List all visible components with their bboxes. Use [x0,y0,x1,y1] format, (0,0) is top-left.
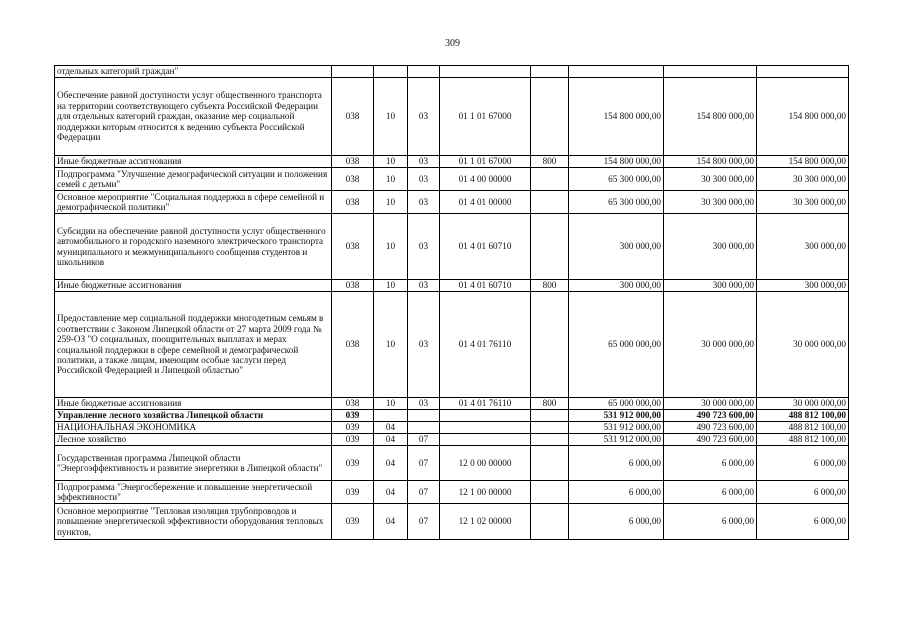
cell-sub: 07 [408,481,440,504]
cell-sub: 07 [408,504,440,540]
cell-y3: 488 812 100,00 [757,410,849,422]
cell-name: Субсидии на обеспечение равной доступности услуг общественного автомобильного и городского наземного электрического транспорта муниципального и межмуниципального сообщения студентов и школьников [55,214,332,280]
cell-sub: 03 [408,191,440,214]
page-number: 309 [445,38,460,49]
cell-sec: 10 [374,214,408,280]
cell-y2: 6 000,00 [664,446,757,481]
cell-y2: 6 000,00 [664,504,757,540]
cell-min: 038 [332,292,374,398]
table-row [55,78,849,156]
cell-name: Основное мероприятие "Тепловая изоляция трубопроводов и повышение энергетической эффективности оборудования тепловых пунктов, [55,504,332,540]
cell-min [332,66,374,78]
cell-y2: 30 300 000,00 [664,168,757,191]
table-row [55,191,849,214]
cell-code [440,66,531,78]
cell-code [440,410,531,422]
cell-type [531,410,569,422]
cell-name: Иные бюджетные ассигнования [55,398,332,410]
cell-y3: 488 812 100,00 [757,434,849,446]
cell-sub: 03 [408,214,440,280]
cell-y3: 154 800 000,00 [757,156,849,168]
cell-code: 01 1 01 67000 [440,78,531,156]
cell-name: Лесное хозяйство [55,434,332,446]
cell-y2: 30 000 000,00 [664,292,757,398]
cell-sub: 03 [408,398,440,410]
cell-sec: 04 [374,422,408,434]
cell-type [531,292,569,398]
cell-min: 039 [332,446,374,481]
cell-type [531,191,569,214]
cell-name: Основное мероприятие "Социальная поддержка в сфере семейной и демографической политики" [55,191,332,214]
cell-y1: 65 000 000,00 [569,398,664,410]
cell-y1: 154 800 000,00 [569,78,664,156]
cell-y3 [757,66,849,78]
cell-y1: 531 912 000,00 [569,410,664,422]
cell-sec: 04 [374,481,408,504]
cell-y1: 154 800 000,00 [569,156,664,168]
cell-min: 039 [332,410,374,422]
table-row [55,504,849,540]
cell-y3: 154 800 000,00 [757,78,849,156]
cell-min: 039 [332,481,374,504]
cell-sec: 04 [374,446,408,481]
cell-type [531,504,569,540]
cell-y1: 65 300 000,00 [569,191,664,214]
cell-y1: 6 000,00 [569,481,664,504]
cell-y1: 6 000,00 [569,446,664,481]
table-row [55,410,849,422]
cell-sec [374,66,408,78]
cell-y2: 154 800 000,00 [664,156,757,168]
cell-min: 039 [332,504,374,540]
cell-name: отдельных категорий граждан" [55,66,332,78]
cell-y3: 30 300 000,00 [757,191,849,214]
cell-sec: 10 [374,168,408,191]
cell-code: 12 0 00 00000 [440,446,531,481]
cell-y2: 300 000,00 [664,214,757,280]
cell-sub: 03 [408,156,440,168]
cell-y1: 531 912 000,00 [569,422,664,434]
cell-y3: 30 000 000,00 [757,398,849,410]
cell-code: 01 1 01 67000 [440,156,531,168]
cell-y1 [569,66,664,78]
cell-sec: 10 [374,398,408,410]
table-body [55,66,849,540]
cell-min: 038 [332,398,374,410]
cell-sub: 03 [408,168,440,191]
cell-sub: 07 [408,434,440,446]
cell-min: 038 [332,156,374,168]
table-row [55,434,849,446]
cell-y3: 6 000,00 [757,504,849,540]
cell-y2 [664,66,757,78]
cell-y2: 30 300 000,00 [664,191,757,214]
cell-y3: 30 000 000,00 [757,292,849,398]
cell-min: 038 [332,280,374,292]
cell-sub: 03 [408,280,440,292]
cell-type [531,434,569,446]
cell-y1: 6 000,00 [569,504,664,540]
cell-sec: 10 [374,191,408,214]
cell-sec [374,410,408,422]
cell-code: 01 4 01 76110 [440,292,531,398]
cell-name: Обеспечение равной доступности услуг общественного транспорта на территории соответствующего субъекта Российской Федерации для отдельных категорий граждан, оказание мер социальной поддержки которым относится к ведению субъекта Российской Федерации [55,78,332,156]
cell-min: 038 [332,78,374,156]
cell-y2: 154 800 000,00 [664,78,757,156]
cell-y2: 300 000,00 [664,280,757,292]
cell-name: Управление лесного хозяйства Липецкой области [55,410,332,422]
table-row [55,168,849,191]
cell-y1: 300 000,00 [569,214,664,280]
cell-y3: 6 000,00 [757,481,849,504]
cell-code: 01 4 01 00000 [440,191,531,214]
cell-y3: 6 000,00 [757,446,849,481]
cell-min: 038 [332,214,374,280]
cell-code: 01 4 01 60710 [440,280,531,292]
cell-name: Иные бюджетные ассигнования [55,156,332,168]
table-row [55,280,849,292]
cell-type: 800 [531,156,569,168]
cell-type [531,78,569,156]
cell-sub: 07 [408,446,440,481]
cell-type [531,481,569,504]
cell-sec: 04 [374,504,408,540]
table-row [55,481,849,504]
table-row [55,66,849,78]
cell-y1: 300 000,00 [569,280,664,292]
cell-sub [408,66,440,78]
cell-min: 039 [332,434,374,446]
table-row [55,398,849,410]
cell-y1: 65 000 000,00 [569,292,664,398]
cell-y2: 490 723 600,00 [664,410,757,422]
cell-y2: 6 000,00 [664,481,757,504]
cell-sec: 10 [374,78,408,156]
table-row [55,446,849,481]
cell-name: Иные бюджетные ассигнования [55,280,332,292]
cell-y3: 300 000,00 [757,280,849,292]
table-row [55,214,849,280]
cell-code: 12 1 02 00000 [440,504,531,540]
cell-name: Предоставление мер социальной поддержки многодетным семьям в соответствии с Законом Липецкой области от 27 марта 2009 года № 259-ОЗ "О социальных, поощрительных выплатах и мерах социальной поддержки в сфере семейной и демографической политики, а также лицам, имеющим особые заслуги перед Российской Федерацией и Липецкой областью" [55,292,332,398]
cell-y3: 30 300 000,00 [757,168,849,191]
cell-y1: 531 912 000,00 [569,434,664,446]
cell-sec: 04 [374,434,408,446]
cell-type: 800 [531,280,569,292]
table-row [55,156,849,168]
table-row [55,292,849,398]
cell-y2: 490 723 600,00 [664,422,757,434]
cell-type [531,446,569,481]
cell-y3: 488 812 100,00 [757,422,849,434]
cell-type [531,422,569,434]
cell-sec: 10 [374,292,408,398]
cell-sub [408,422,440,434]
cell-sec: 10 [374,280,408,292]
cell-name: Подпрограмма "Улучшение демографической ситуации и положения семей с детьми" [55,168,332,191]
cell-code: 12 1 00 00000 [440,481,531,504]
cell-code: 01 4 01 60710 [440,214,531,280]
cell-sub [408,410,440,422]
cell-min: 038 [332,191,374,214]
cell-y2: 30 000 000,00 [664,398,757,410]
cell-code: 01 4 00 00000 [440,168,531,191]
cell-name: Государственная программа Липецкой области "Энергоэффективность и развитие энергетики в Липецкой области" [55,446,332,481]
cell-min: 039 [332,422,374,434]
budget-table [54,65,849,540]
cell-type [531,66,569,78]
cell-sec: 10 [374,156,408,168]
table-row [55,422,849,434]
cell-sub: 03 [408,78,440,156]
cell-name: НАЦИОНАЛЬНАЯ ЭКОНОМИКА [55,422,332,434]
cell-code: 01 4 01 76110 [440,398,531,410]
cell-y3: 300 000,00 [757,214,849,280]
cell-code [440,434,531,446]
cell-code [440,422,531,434]
cell-y1: 65 300 000,00 [569,168,664,191]
cell-sub: 03 [408,292,440,398]
cell-type [531,168,569,191]
cell-min: 038 [332,168,374,191]
cell-y2: 490 723 600,00 [664,434,757,446]
cell-type [531,214,569,280]
cell-name: Подпрограмма "Энергосбережение и повышение энергетической эффективности" [55,481,332,504]
cell-type: 800 [531,398,569,410]
